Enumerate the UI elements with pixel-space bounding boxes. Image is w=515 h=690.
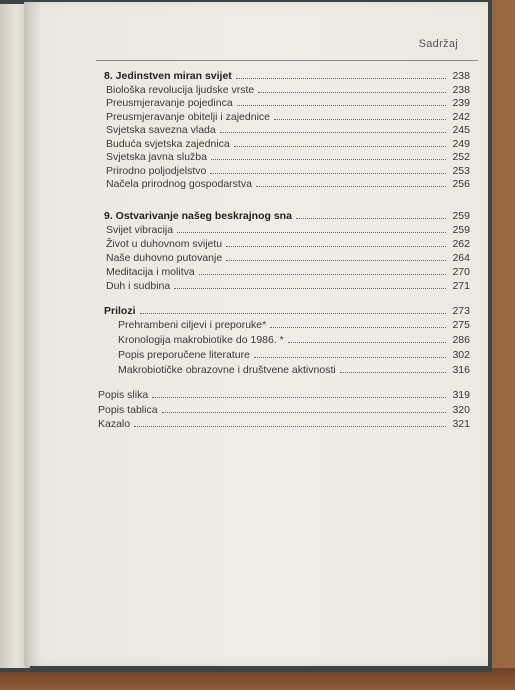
toc-page: 264 [452, 252, 470, 264]
dot-leader [177, 231, 446, 233]
toc-title: Naše duhovno putovanje [106, 252, 223, 264]
toc-entry [98, 416, 470, 430]
dot-leader [256, 185, 446, 187]
dot-leader [199, 273, 446, 275]
toc-page: 256 [452, 178, 470, 190]
toc-title: Preusmjeravanje obitelji i zajednice [106, 110, 271, 123]
dot-leader [162, 411, 446, 413]
toc-title: Popis slika [98, 389, 149, 401]
toc-title: Popis tablica [98, 404, 158, 416]
toc-entry [118, 317, 470, 331]
dot-leader [274, 118, 446, 120]
toc-entry [106, 149, 470, 163]
toc-title: Prirodno poljodjelstvo [106, 164, 207, 177]
toc-entry-chapter-9 [104, 208, 470, 222]
toc-page: 249 [452, 137, 470, 150]
toc-page: 316 [452, 364, 470, 376]
toc-entry [106, 264, 470, 278]
toc-page: 275 [452, 319, 470, 331]
dot-leader [211, 158, 446, 160]
toc-page: 302 [452, 349, 470, 361]
toc-entry [106, 136, 470, 150]
toc-page: 252 [452, 151, 470, 163]
toc-entry [106, 176, 470, 190]
book-page [24, 2, 488, 666]
toc-page: 262 [452, 238, 470, 250]
toc-title: Kazalo [98, 418, 131, 430]
dot-leader [237, 104, 446, 106]
toc-entry [106, 109, 470, 123]
dot-leader [258, 91, 446, 93]
toc-entry [98, 387, 470, 401]
dot-leader [210, 172, 446, 174]
toc-title: Buduća svjetska zajednica [106, 137, 230, 150]
toc-page: 242 [452, 110, 470, 123]
toc-page: 238 [452, 83, 470, 96]
toc-entry [118, 347, 470, 361]
toc-page: 238 [452, 70, 470, 82]
running-header: Sadržaj [418, 38, 458, 50]
dot-leader [234, 145, 446, 147]
dot-leader [134, 425, 446, 427]
dot-leader [226, 259, 446, 261]
toc-page: 271 [452, 280, 470, 292]
toc-page: 245 [452, 124, 470, 136]
toc-title: Duh i sudbina [106, 280, 171, 292]
toc-page: 259 [452, 224, 470, 236]
toc-title: Biološka revolucija ljudske vrste [106, 83, 255, 96]
toc-page: 319 [452, 389, 470, 401]
toc-title: Načela prirodnog gospodarstva [106, 178, 252, 190]
toc-entry [118, 332, 470, 346]
dot-leader [270, 326, 446, 328]
table-of-contents [24, 2, 488, 666]
toc-page: 270 [452, 266, 470, 278]
toc-entry [106, 122, 470, 136]
toc-title: Prilozi [104, 305, 136, 317]
toc-entry [106, 236, 470, 250]
dot-leader [296, 217, 446, 219]
dot-leader [152, 396, 446, 398]
toc-entry [106, 163, 470, 177]
toc-title: Meditacija i molitva [106, 266, 195, 278]
toc-title: 9. Ostvarivanje našeg beskrajnog sna [104, 210, 292, 222]
toc-page: 239 [452, 97, 470, 109]
dot-leader [174, 287, 446, 289]
toc-page: 320 [452, 404, 470, 416]
toc-entry [106, 222, 470, 236]
dot-leader [288, 341, 446, 343]
toc-entry [106, 82, 470, 96]
dot-leader [220, 131, 446, 133]
toc-entry [106, 95, 470, 109]
toc-entry [106, 250, 470, 264]
toc-title: Svijet vibracija [106, 224, 174, 236]
dot-leader [236, 77, 446, 79]
toc-title: 8. Jedinstven miran svijet [104, 70, 232, 82]
toc-page: 321 [452, 418, 470, 430]
toc-entry [118, 362, 470, 376]
toc-page: 286 [452, 334, 470, 346]
dot-leader [340, 371, 446, 373]
dot-leader [226, 245, 446, 247]
toc-page: 259 [452, 210, 470, 222]
toc-title: Svjetska savezna vlada [106, 124, 216, 136]
toc-page: 253 [452, 164, 470, 177]
toc-entry [98, 402, 470, 416]
toc-title: Kronologija makrobiotike do 1986. * [118, 334, 284, 346]
dot-leader [140, 312, 446, 314]
toc-entry-appendices [104, 303, 470, 317]
toc-entry-chapter-8 [104, 68, 470, 82]
toc-title: Makrobiotičke obrazovne i društvene aktivnosti [118, 364, 336, 376]
toc-title: Popis preporučene literature [118, 349, 250, 361]
toc-title: Prehrambeni ciljevi i preporuke* [118, 319, 267, 331]
toc-page: 273 [452, 305, 470, 317]
toc-title: Život u duhovnom svijetu [106, 238, 223, 250]
toc-title: Preusmjeravanje pojedinca [106, 97, 233, 109]
toc-title: Svjetska javna služba [106, 151, 207, 163]
dot-leader [254, 356, 446, 358]
toc-entry [106, 278, 470, 292]
